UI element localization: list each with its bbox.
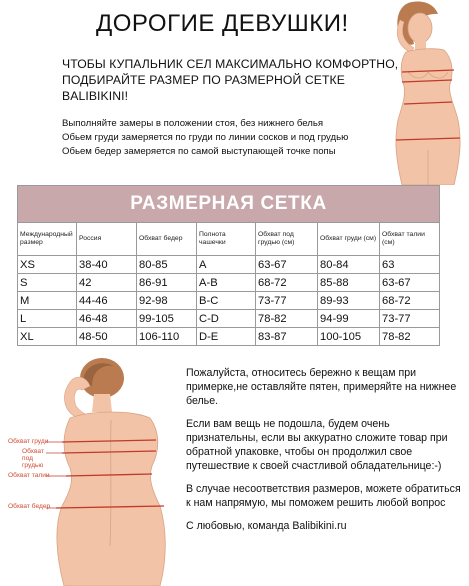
- table-cell: XL: [18, 328, 77, 346]
- front-figure-illustration: [380, 0, 469, 185]
- table-cell: 99-105: [137, 310, 197, 328]
- table-cell: 85-88: [318, 274, 380, 292]
- column-header: Обхват под грудью (см): [256, 223, 318, 256]
- column-header: Россия: [77, 223, 137, 256]
- table-cell: 48-50: [77, 328, 137, 346]
- return-paragraph: Если вам вещь не подошла, будем очень признательны, если вы аккуратно сложите товар при обратной упаковке, чтобы он продолжил свое путешествие к своей счастливой обладательнице:-): [186, 418, 448, 472]
- care-paragraph: Пожалуйста, относитесь бережно к вещам при примерке,не оставляйте пятен, примеряйте на нижнее белье.: [186, 367, 457, 407]
- table-cell: 78-82: [380, 328, 440, 346]
- table-cell: S: [18, 274, 77, 292]
- table-cell: 42: [77, 274, 137, 292]
- table-cell: 80-84: [318, 256, 380, 274]
- contact-paragraph: В случае несоответствия размеров, можете обратиться к нам напрямую, мы поможем решить любой вопрос: [186, 483, 461, 509]
- table-cell: 38-40: [77, 256, 137, 274]
- column-header: Обхват груди (см): [318, 223, 380, 256]
- subtitle: [62, 56, 402, 104]
- table-cell: 100-105: [318, 328, 380, 346]
- table-row: [18, 274, 440, 292]
- table-row: [18, 292, 440, 310]
- table-cell: 86-91: [137, 274, 197, 292]
- table-cell: C-D: [197, 310, 256, 328]
- table-cell: 73-77: [380, 310, 440, 328]
- table-header-row: [18, 223, 440, 256]
- table-cell: 89-93: [318, 292, 380, 310]
- table-cell: 68-72: [256, 274, 318, 292]
- page-title: ДОРОГИЕ ДЕВУШКИ!: [96, 10, 349, 37]
- column-header: Международный размер: [18, 223, 77, 256]
- table-cell: D-E: [197, 328, 256, 346]
- instruction-item: Выполняйте замеры в положении стоя, без нижнего белья: [62, 118, 324, 129]
- underbust-label: Обхват под грудью: [22, 448, 44, 469]
- subtitle-line-2: ПОДБИРАЙТЕ РАЗМЕР ПО РАЗМЕРНОЙ СЕТКЕ BALIBIKINI!: [62, 73, 345, 103]
- waist-label: Обхват талии: [8, 472, 50, 479]
- table-cell: 63: [380, 256, 440, 274]
- table-cell: B-C: [197, 292, 256, 310]
- back-figure-illustration: [0, 356, 185, 586]
- table-row: [18, 328, 440, 346]
- subtitle-line-1: ЧТОБЫ КУПАЛЬНИК СЕЛ МАКСИМАЛЬНО КОМФОРТНО,: [62, 57, 399, 71]
- table-cell: 80-85: [137, 256, 197, 274]
- table-cell: 78-82: [256, 310, 318, 328]
- table-cell: 73-77: [256, 292, 318, 310]
- table-cell: A-B: [197, 274, 256, 292]
- table-cell: 94-99: [318, 310, 380, 328]
- table-cell: XS: [18, 256, 77, 274]
- table-row: [18, 256, 440, 274]
- table-cell: 83-87: [256, 328, 318, 346]
- table-cell: 46-48: [77, 310, 137, 328]
- table-cell: 63-67: [256, 256, 318, 274]
- instruction-item: Обьем бедер замеряется по самой выступающей точке попы: [62, 146, 336, 157]
- signature-paragraph: С любовью, команда Balibikini.ru: [186, 520, 347, 532]
- table-row: [18, 310, 440, 328]
- bust-label: Обхват груди: [8, 438, 49, 445]
- table-cell: 44-46: [77, 292, 137, 310]
- instruction-item: Обьем груди замеряется по груди по линии сосков и под грудью: [62, 132, 349, 143]
- table-cell: 63-67: [380, 274, 440, 292]
- column-header: Обхват бедер: [137, 223, 197, 256]
- table-cell: M: [18, 292, 77, 310]
- table-cell: 106-110: [137, 328, 197, 346]
- table-cell: L: [18, 310, 77, 328]
- column-header: Полнота чашечки: [197, 223, 256, 256]
- table-cell: 68-72: [380, 292, 440, 310]
- table-cell: 92-98: [137, 292, 197, 310]
- table-cell: A: [197, 256, 256, 274]
- care-text: [186, 366, 461, 542]
- table-title: РАЗМЕРНАЯ СЕТКА: [18, 186, 440, 223]
- measurement-instructions: [62, 117, 392, 159]
- column-header: Обхват талии (см): [380, 223, 440, 256]
- size-table: [17, 185, 440, 346]
- hips-label: Обхват бедер: [8, 503, 51, 510]
